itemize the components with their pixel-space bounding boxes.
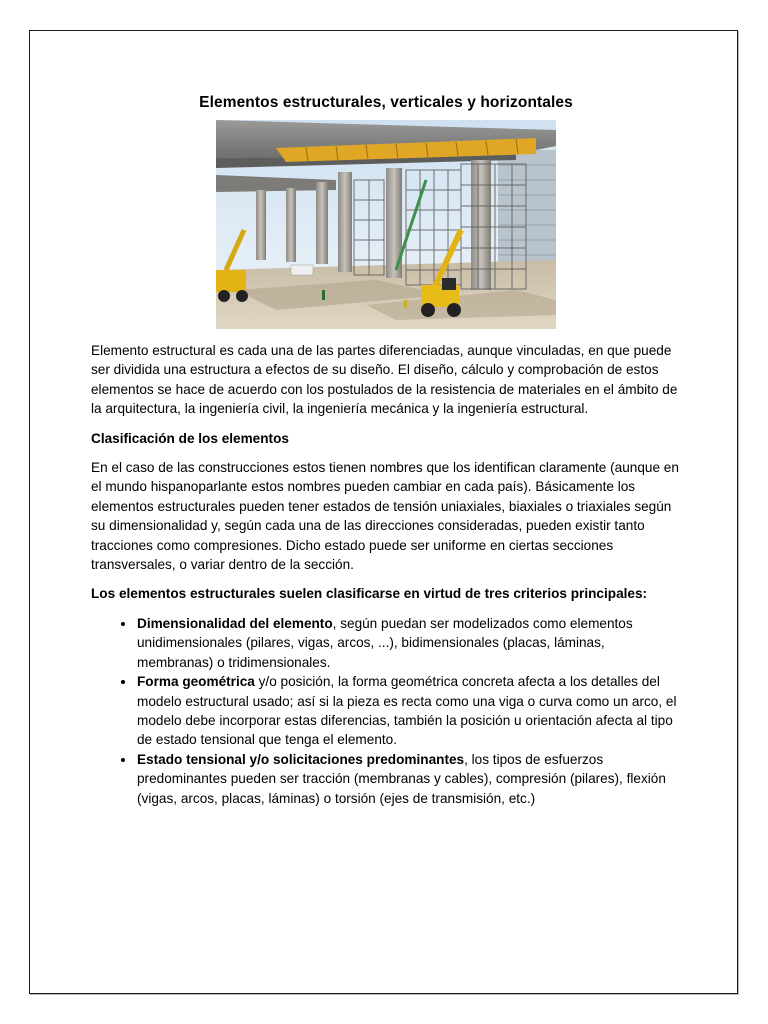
criteria-term: Dimensionalidad del elemento xyxy=(137,615,333,631)
list-item xyxy=(136,672,681,750)
document-page xyxy=(29,30,738,994)
list-item xyxy=(136,750,681,808)
criteria-heading: Los elementos estructurales suelen clasificarse en virtud de tres criterios principales: xyxy=(91,586,648,602)
list-item xyxy=(136,614,681,672)
document-content xyxy=(91,94,681,808)
section-heading: Clasificación de los elementos xyxy=(91,430,289,446)
criteria-text: , según puedan ser modelizados como elementos unidimensionales (pilares, vigas, arcos, ...), bidimensionales (placas, láminas, membranas) o tridimensionales. xyxy=(137,615,633,670)
criteria-term: Forma geométrica xyxy=(137,674,255,690)
criteria-text: , los tipos de esfuerzos predominantes pueden ser tracción (membranas y cables), compresión (pilares), flexión (vigas, arcos, placas, láminas) o torsión (ejes de transmisión, etc.) xyxy=(137,751,666,806)
construction-photo xyxy=(216,120,556,329)
section-paragraph: En el caso de las construcciones estos tienen nombres que los identifican claramente (aunque en el mundo hispanoparlante estos nombres pueden cambiar en cada país). Básicamente los elementos estructurales pueden tener estados de tensión uniaxiales, biaxiales o triaxiales según su dimensionalidad y, según cada una de las direcciones consideradas, pueden existir tanto tracciones como compresiones. Dicho estado puede ser uniforme en ciertas secciones transversales, o variar dentro de la sección. xyxy=(91,460,679,573)
document-title: Elementos estructurales, verticales y horizontales xyxy=(199,94,573,111)
photo-container xyxy=(91,120,681,329)
criteria-term: Estado tensional y/o solicitaciones predominantes xyxy=(137,751,465,767)
criteria-list xyxy=(91,614,681,808)
criteria-text: y/o posición, la forma geométrica concreta afecta a los detalles del modelo estructural usado; así si la pieza es recta como una viga o curva como un arco, el modelo debe incorporar estas diferencias, también la posición u orientación afecta al tipo de estado tensional que tenga el elemento. xyxy=(137,674,677,748)
intro-paragraph: Elemento estructural es cada una de las partes diferenciadas, aunque vinculadas, en que puede ser dividida una estructura a efectos de su diseño. El diseño, cálculo y comprobación de estos elementos se hace de acuerdo con los postulados de la resistencia de materiales en el ámbito de la arquitectura, la ingeniería civil, la ingeniería mecánica y la ingeniería estructural. xyxy=(91,343,678,417)
